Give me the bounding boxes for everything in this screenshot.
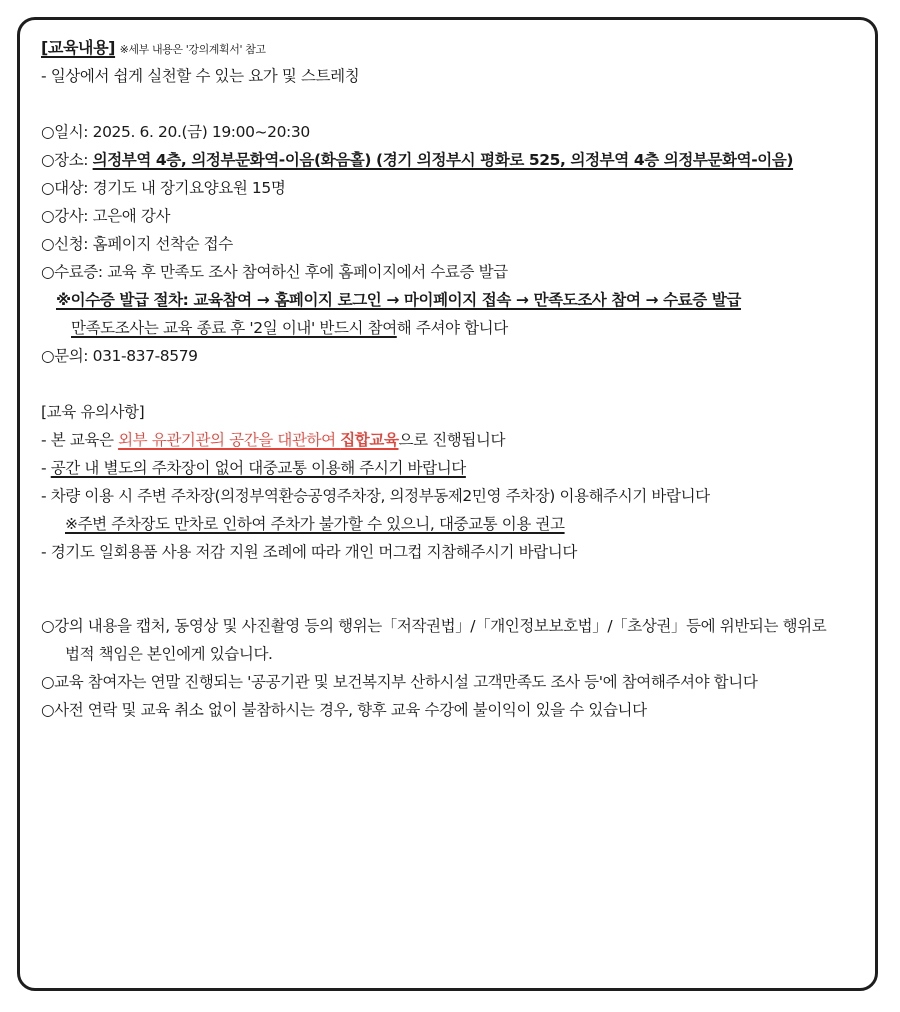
notice-item-1 <box>41 426 861 454</box>
spacer <box>41 566 861 612</box>
notice1-red-text: 외부 유관기관의 공간을 대관하여 <box>118 431 341 449</box>
place-line <box>41 146 861 174</box>
date-line: ○일시: 2025. 6. 20.(금) 19:00~20:30 <box>41 123 310 141</box>
place-label: ○장소: <box>41 151 93 169</box>
document-content <box>41 34 861 724</box>
certificate-steps <box>41 286 861 314</box>
rule-1-line-2: 법적 책임은 본인에게 있습니다. <box>65 645 273 663</box>
rule-1-line-1: ○강의 내용을 캡처, 동영상 및 사진촬영 등의 행위는「저작권법」/「개인정보보호법」/「초상권」등에 위반되는 행위로 <box>41 617 827 635</box>
spacer <box>41 90 861 118</box>
place-value: 의정부역 4층, 의정부문화역-이음(화음홀) (경기 의정부시 평화로 525, 의정부역 4층 의정부문화역-이음) <box>92 151 794 169</box>
certificate-line: ○수료증: 교육 후 만족도 조사 참여하신 후에 홈페이지에서 수료증 발급 <box>41 263 508 281</box>
notice-header: [교육 유의사항] <box>41 403 145 421</box>
survey-note-underlined: 만족도조사는 교육 종료 후 '2일 이내' 반드시 참여 <box>71 319 397 337</box>
notice1-prefix: - 본 교육은 <box>41 431 119 449</box>
target-line: ○대상: 경기도 내 장기요양요원 15명 <box>41 179 286 197</box>
title-bracket: [교육내용] <box>41 38 116 57</box>
notice-item-4: - 경기도 일회용품 사용 저감 지원 조례에 따라 개인 머그컵 지참해주시기 바랍니다 <box>41 543 577 561</box>
notice3-sub-text: ※주변 주차장도 만차로 인하여 주차가 불가할 수 있으니, 대중교통 이용 권고 <box>65 515 565 533</box>
survey-note <box>41 314 861 342</box>
notice1-suffix: 으로 진행됩니다 <box>398 431 506 449</box>
summary-line: - 일상에서 쉽게 실천할 수 있는 요가 및 스트레칭 <box>41 67 360 85</box>
contact-line: ○문의: 031-837-8579 <box>41 347 198 365</box>
notice-item-3: - 차량 이용 시 주변 주차장(의정부역환승공영주차장, 의정부동제2민영 주차장) 이용해주시기 바랍니다 <box>41 487 710 505</box>
title-note: ※세부 내용은 '강의계획서' 참고 <box>119 43 266 56</box>
notice-item-3-sub <box>41 510 861 538</box>
spacer <box>41 370 861 398</box>
instructor-line: ○강사: 고은애 강사 <box>41 207 171 225</box>
certificate-steps-text: ※이수증 발급 절차: 교육참여 → 홈페이지 로그인 → 마이페이지 접속 → 만족도조사 참여 → 수료증 발급 <box>56 291 741 309</box>
rule-2: ○교육 참여자는 연말 진행되는 '공공기관 및 보건복지부 산하시설 고객만족도 조사 등'에 참여해주셔야 합니다 <box>41 673 758 691</box>
apply-line: ○신청: 홈페이지 선착순 접수 <box>41 235 233 253</box>
notice2-text: 공간 내 별도의 주차장이 없어 대중교통 이용해 주시기 바랍니다 <box>50 459 466 477</box>
title-line <box>41 34 861 62</box>
notice1-red-bold: 집합교육 <box>340 431 399 449</box>
notice2-prefix: - <box>41 459 51 477</box>
survey-note-rest: 해 주셔야 합니다 <box>396 319 508 337</box>
notice-item-2 <box>41 454 861 482</box>
rule-3: ○사전 연락 및 교육 취소 없이 불참하시는 경우, 향후 교육 수강에 불이익이 있을 수 있습니다 <box>41 701 647 719</box>
